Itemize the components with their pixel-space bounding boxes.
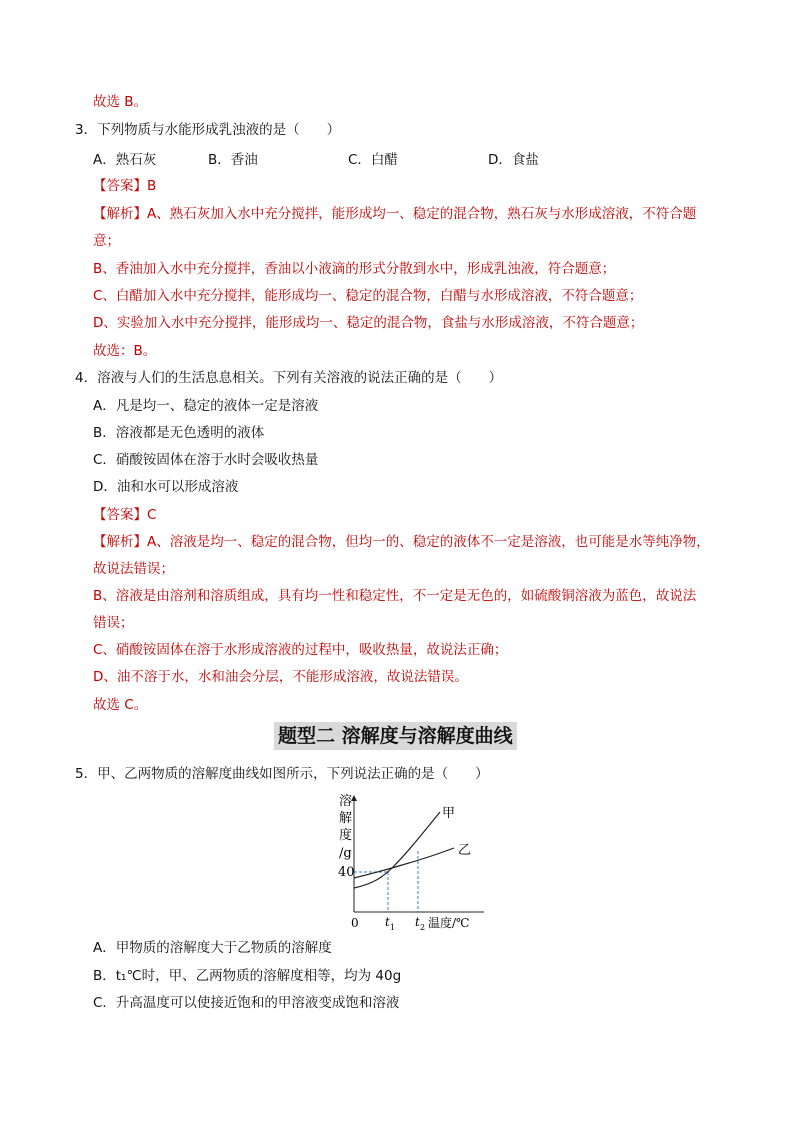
q4-conclusion: 故选 C。 [93,697,148,713]
q3-stem: 3．下列物质与水能形成乳浊液的是（ ） [75,122,341,138]
q3-option-d: D．食盐 [488,152,539,168]
q3-analysis-line: D、实验加入水中充分搅拌，能形成均一、稳定的混合物，食盐与水形成溶液，不符合题意； [93,315,644,331]
q4-option-c: C．硝酸铵固体在溶于水时会吸收热量 [93,452,319,468]
curve-yi [354,848,454,878]
y-label-char: 解 [339,811,353,826]
q4-analysis-line: 【解析】A、溶液是均一、稳定的混合物，但均一的、稳定的液体不一定是溶液，也可能是水等纯净物， [93,534,710,550]
q4-option-a: A．凡是均一、稳定的液体一定是溶液 [93,398,319,414]
x-tick-t1-sub: 1 [390,923,396,932]
q3-analysis-line: C、白醋加入水中充分搅拌，能形成均一、稳定的混合物，白醋与水形成溶液，不符合题意； [93,288,643,304]
q4-analysis-line: C、硝酸铵固体在溶于水形成溶液的过程中，吸收热量，故说法正确； [93,642,508,658]
section-title: 题型二 溶解度与溶解度曲线 [274,722,517,750]
q3-answer: 【答案】B [93,178,157,194]
q5-option-b: B．t₁℃时，甲、乙两物质的溶解度相等，均为 40g [93,968,402,984]
q5-option-a: A．甲物质的溶解度大于乙物质的溶解度 [93,940,332,956]
q4-answer: 【答案】C [93,507,157,523]
solubility-curve-graph [330,788,490,934]
curve-label-yi: 乙 [458,843,472,858]
origin-label: 0 [351,916,359,930]
q4-analysis-line: B、溶液是由溶剂和溶质组成，具有均一性和稳定性，不一定是无色的，如硫酸铜溶液为蓝色，故说法 [93,588,697,604]
q4-analysis-line: 错误； [93,615,134,631]
q5-option-c: C．升高温度可以使接近饱和的甲溶液变成饱和溶液 [93,995,400,1011]
q3-option-a: A．熟石灰 [93,152,157,168]
x-tick-t2: t [415,915,420,929]
y-tick-label: 40 [338,865,355,880]
q4-analysis-line: 故说法错误； [93,561,174,577]
curve-label-jia: 甲 [442,806,456,821]
x-tick-t1: t [385,915,390,929]
q4-option-b: B．溶液都是无色透明的液体 [93,425,265,441]
q3-conclusion: 故选：B。 [93,343,157,359]
x-tick-t2-sub: 2 [420,923,426,932]
y-label-char: /g [339,846,352,861]
q3-analysis-line: 意； [93,233,120,249]
q3-analysis-line: 【解析】A、熟石灰加入水中充分搅拌，能形成均一、稳定的混合物，熟石灰与水形成溶液，不符合题 [93,206,697,222]
q3-option-c: C．白醋 [348,152,398,168]
q5-stem: 5．甲、乙两物质的溶解度曲线如图所示，下列说法正确的是（ ） [75,766,489,782]
q2-conclusion: 故选 B。 [93,94,148,110]
q4-stem: 4．溶液与人们的生活息息相关。下列有关溶液的说法正确的是（ ） [75,370,503,386]
q3-option-b: B．香油 [208,152,258,168]
q4-analysis-line: D、油不溶于水，水和油会分层，不能形成溶液，故说法错误。 [93,669,468,685]
q4-option-d: D．油和水可以形成溶液 [93,479,239,495]
q3-analysis-line: B、香油加入水中充分搅拌，香油以小液滴的形式分散到水中，形成乳浊液，符合题意； [93,261,616,277]
y-label-char: 度 [339,828,353,843]
y-label-char: 溶 [339,794,353,809]
curve-jia [354,812,440,888]
x-axis-label: 温度/℃ [428,916,470,930]
